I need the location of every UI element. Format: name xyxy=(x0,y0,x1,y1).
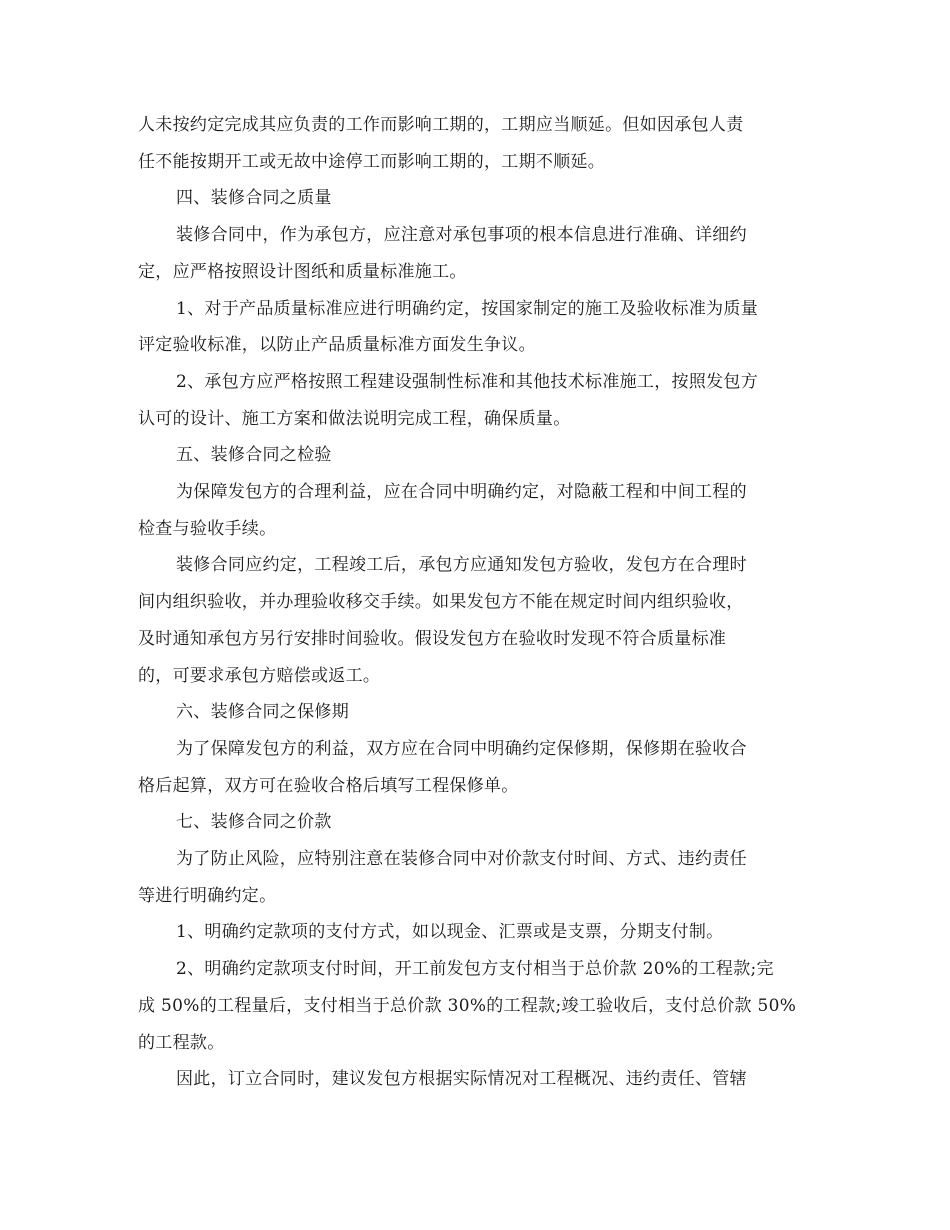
text-line: 五、装修合同之检验 xyxy=(176,445,332,465)
text-line: 任不能按期开工或无故中途停工而影响工期的，工期不顺延。 xyxy=(138,152,606,172)
text-line: 2、承包方应严格按照工程建设强制性标准和其他技术标准施工，按照发包方 xyxy=(176,372,759,392)
text-line: 的，可要求承包方赔偿或返工。 xyxy=(138,666,381,686)
text-line: 成 50%的工程量后，支付相当于总价款 30%的工程款;竣工验收后，支付总价款 50% xyxy=(138,996,797,1016)
text-line: 检查与验收手续。 xyxy=(138,519,277,539)
text-line: 因此，订立合同时，建议发包方根据实际情况对工程概况、违约责任、管辖 xyxy=(176,1069,747,1089)
text-line: 装修合同中，作为承包方，应注意对承包事项的根本信息进行准确、详细约 xyxy=(176,225,747,245)
text-line: 定，应严格按照设计图纸和质量标准施工。 xyxy=(138,262,467,282)
text-line: 装修合同应约定，工程竣工后，承包方应通知发包方验收，发包方在合理时 xyxy=(176,555,747,575)
text-line: 认可的设计、施工方案和做法说明完成工程，确保质量。 xyxy=(138,409,571,429)
text-line: 评定验收标准，以防止产品质量标准方面发生争议。 xyxy=(138,335,536,355)
text-line: 的工程款。 xyxy=(138,1033,225,1053)
text-line: 2、明确约定款项支付时间，开工前发包方支付相当于总价款 20%的工程款;完 xyxy=(176,959,774,979)
text-line: 等进行明确约定。 xyxy=(138,886,277,906)
text-line: 四、装修合同之质量 xyxy=(176,188,332,208)
text-line: 1、对于产品质量标准应进行明确约定，按国家制定的施工及验收标准为质量 xyxy=(176,299,759,319)
text-line: 格后起算，双方可在验收合格后填写工程保修单。 xyxy=(138,776,519,796)
text-line: 及时通知承包方另行安排时间验收。假设发包方在验收时发现不符合质量标准 xyxy=(138,629,727,649)
text-line: 1、明确约定款项的支付方式，如以现金、汇票或是支票，分期支付制。 xyxy=(176,922,724,942)
text-line: 六、装修合同之保修期 xyxy=(176,702,349,722)
text-line: 间内组织验收，并办理验收移交手续。如果发包方不能在规定时间内组织验收， xyxy=(138,592,744,612)
text-line: 为了防止风险，应特别注意在装修合同中对价款支付时间、方式、违约责任 xyxy=(176,849,747,869)
text-line: 为了保障发包方的利益，双方应在合同中明确约定保修期，保修期在验收合 xyxy=(176,739,747,759)
text-line: 人未按约定完成其应负责的工作而影响工期的，工期应当顺延。但如因承包人责 xyxy=(138,115,744,135)
text-line: 为保障发包方的合理利益，应在合同中明确约定，对隐蔽工程和中间工程的 xyxy=(176,482,747,502)
text-line: 七、装修合同之价款 xyxy=(176,812,332,832)
